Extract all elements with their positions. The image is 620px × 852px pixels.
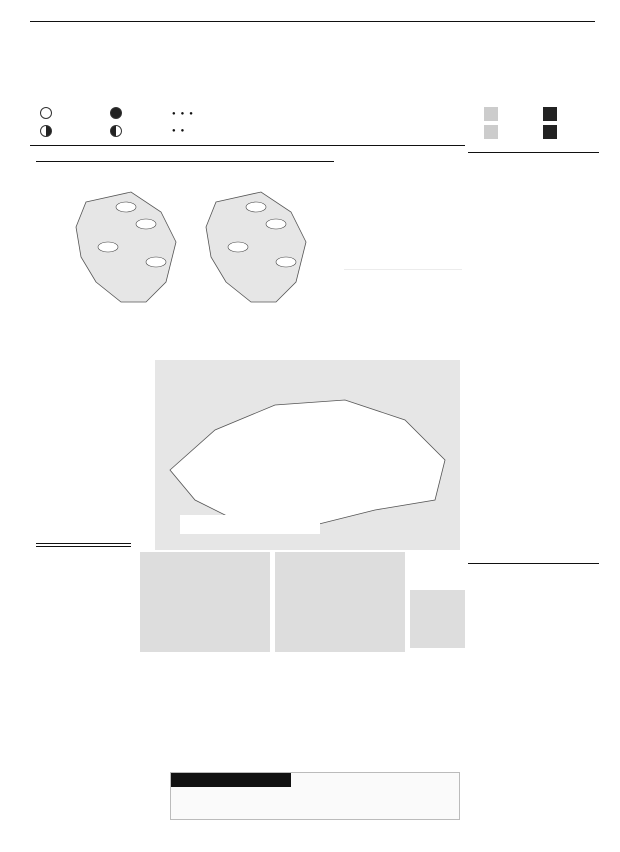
- moon-phase-full: [110, 107, 125, 119]
- table-cell: [368, 270, 392, 271]
- table-cell: [391, 270, 415, 271]
- moon-phase-new: [40, 107, 55, 119]
- sunset-icon: [484, 125, 498, 139]
- new-moon-icon: [40, 107, 52, 119]
- divider: [30, 145, 465, 146]
- andalucia-map: [155, 360, 460, 550]
- sunrise-icon: [484, 107, 498, 121]
- reservoir-chart: [325, 690, 465, 762]
- moonrise: [543, 107, 560, 121]
- sunset: [484, 125, 501, 139]
- table-cell: [438, 270, 462, 271]
- sunrise: [484, 107, 501, 121]
- sunday-map: [275, 552, 405, 652]
- sevilla-maps: [36, 161, 334, 347]
- today-temps: [98, 245, 128, 251]
- table-cell: [344, 270, 368, 271]
- moon-phase-waxing: [40, 125, 55, 137]
- moonrise-icon: [543, 107, 557, 121]
- international-title: [468, 563, 599, 564]
- full-moon-icon: [110, 107, 122, 119]
- forecast-bullets-row2: ● ●: [172, 128, 185, 134]
- page-header: [30, 8, 595, 22]
- waning-moon-icon: [110, 125, 122, 137]
- table-row: [344, 270, 462, 271]
- tomorrow-temps: [228, 245, 258, 251]
- forecast-bullets-row1: ● ● ●: [172, 111, 193, 117]
- sevilla-province-maps: [36, 162, 334, 348]
- moonset: [543, 125, 560, 139]
- waxing-moon-icon: [40, 125, 52, 137]
- saturday-map: [140, 552, 270, 652]
- temperatures-title: [468, 152, 599, 153]
- uv-box: [180, 515, 320, 534]
- temperatures-panel: [468, 152, 599, 153]
- on-this-day: [46, 563, 141, 569]
- sevilla-temps-table: [344, 268, 462, 271]
- table-cell: [415, 270, 439, 271]
- moonset-icon: [543, 125, 557, 139]
- moon-phase-waning: [110, 125, 125, 137]
- renfe-ad[interactable]: [170, 772, 460, 820]
- europe-map: [410, 590, 465, 648]
- ad-phone: [171, 773, 291, 787]
- on-this-day-title: [36, 543, 131, 547]
